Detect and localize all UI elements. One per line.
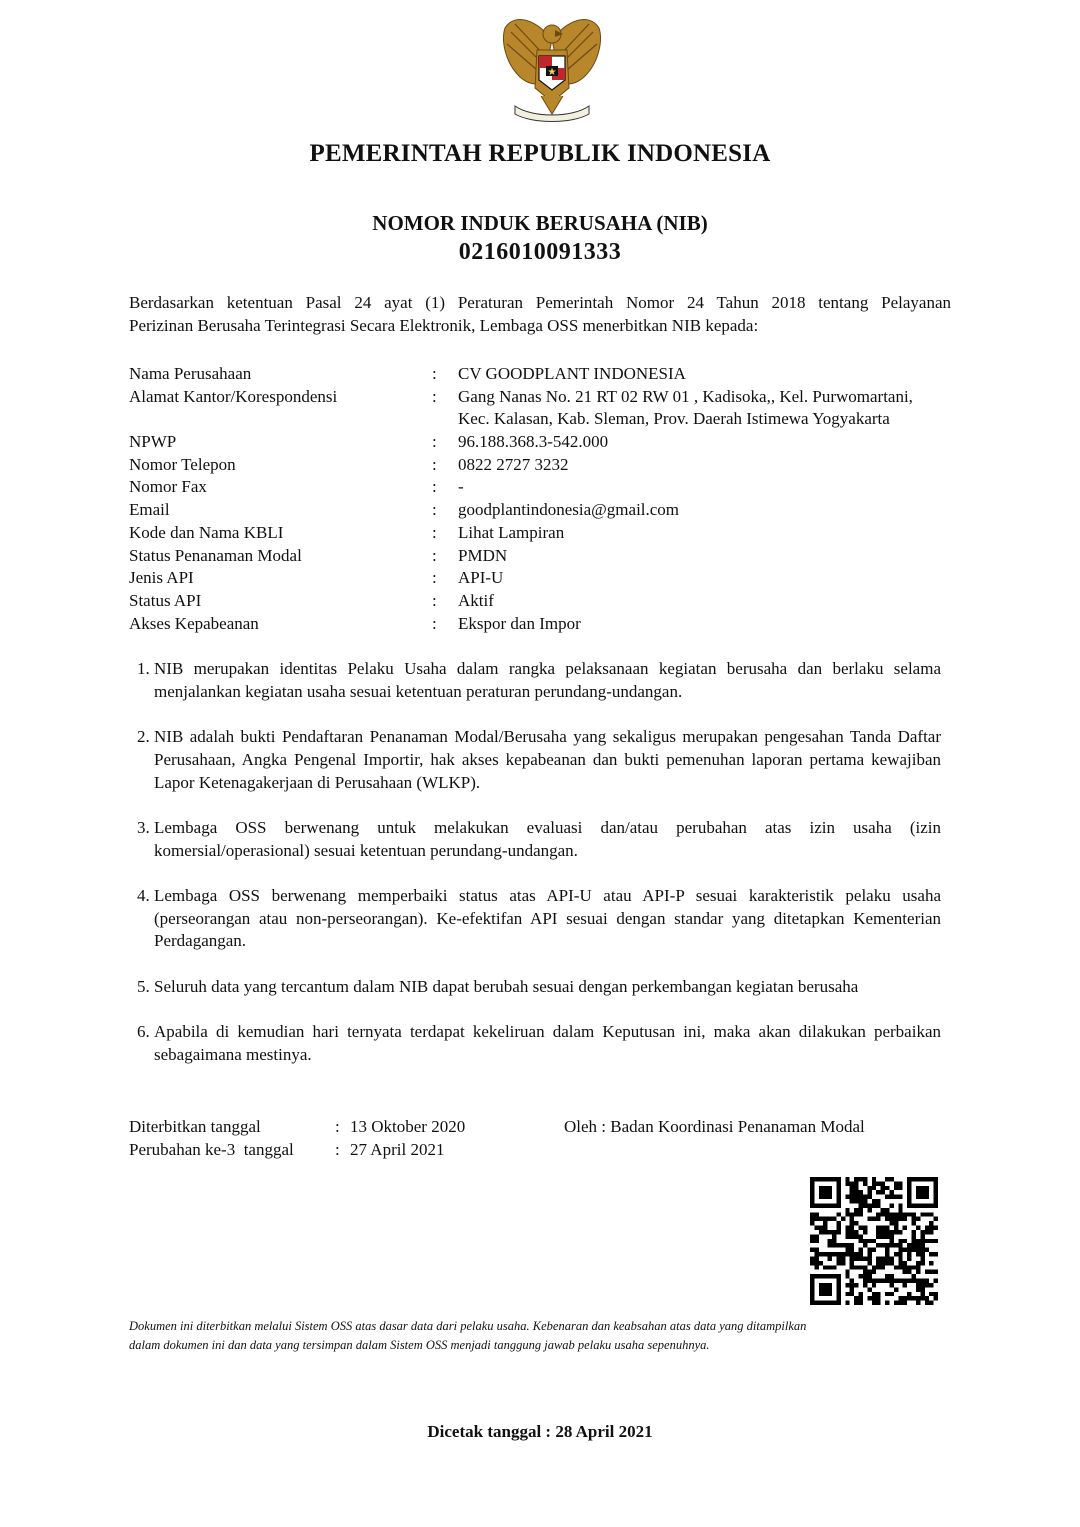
changed-date: 27 April 2021 (350, 1139, 445, 1159)
note-number: 3. (137, 817, 150, 837)
field-separator: : (432, 545, 437, 565)
field-label: NPWP (129, 432, 177, 452)
note-number: 1. (137, 659, 150, 678)
field-row-phone (129, 454, 959, 477)
note-text: Lembaga OSS berwenang untuk melakukan evaluasi dan/atau perubahan atas izin usaha (izin komersial/operasional) sesuai ketentuan perundang-undangan. (154, 817, 941, 860)
note-item (129, 726, 941, 794)
field-separator: : (432, 613, 437, 633)
note-text: NIB merupakan identitas Pelaku Usaha dalam rangka pelaksanaan kegiatan berusaha dan berlaku selama menjalankan kegiatan usaha sesuai ketentuan peraturan perundang-undangan. (154, 659, 941, 701)
disclaimer-line-1: Dokumen ini diterbitkan melalui Sistem OSS atas dasar data dari pelaku usaha. Kebenaran dan keabsahan atas data yang ditampilkan (129, 1319, 807, 1333)
field-separator: : (432, 522, 437, 542)
nib-number: 0216010091333 (458, 239, 622, 265)
address-line-1: Gang Nanas No. 21 RT 02 RW 01 , Kadisoka,, Kel. Purwomartani, (458, 386, 913, 406)
field-label: Akses Kepabeanan (129, 613, 259, 633)
field-row-kbli (129, 522, 959, 545)
field-separator: : (432, 364, 437, 383)
issuance-block (129, 1116, 949, 1166)
intro-line-1: Berdasarkan ketentuan Pasal 24 ayat (1) Peraturan Pemerintah Nomor 24 Tahun 2018 tentang Pelayanan (129, 293, 951, 312)
field-separator: : (432, 454, 437, 474)
intro-line-2: Perizinan Berusaha Terintegrasi Secara Elektronik, Lembaga OSS menerbitkan NIB kepada: (129, 316, 759, 335)
note-item (129, 817, 941, 862)
disclaimer (129, 1317, 929, 1355)
field-label: Nama Perusahaan (129, 364, 252, 383)
field-value: Ekspor dan Impor (458, 613, 581, 633)
field-row-api-status (129, 590, 959, 613)
changed-label: Perubahan ke-3 tanggal (129, 1139, 294, 1159)
issued-by: Oleh : Badan Koordinasi Penanaman Modal (564, 1117, 865, 1136)
field-label: Jenis API (129, 568, 194, 588)
note-text: NIB adalah bukti Pendaftaran Penanaman Modal/Berusaha yang sekaligus merupakan pengesahan Tanda Daftar Perusahaan, Angka Pengenal Importir, hak akses kepabeanan dan bukti pemenuhan laporan pertama kewajiban Lapor Ketenagakerjaan di Perusahaan (WLKP). (154, 727, 941, 792)
field-label: Nomor Telepon (129, 454, 236, 474)
field-separator: : (432, 590, 437, 610)
field-value: API-U (458, 568, 504, 588)
field-label: Status Penanaman Modal (129, 545, 302, 565)
field-label: Email (129, 500, 170, 520)
field-value: 0822 2727 3232 (458, 454, 569, 474)
note-item (129, 885, 941, 953)
note-number: 6. (137, 1022, 150, 1042)
company-fields (129, 363, 959, 635)
note-number: 2. (137, 727, 150, 747)
field-value: Lihat Lampiran (458, 522, 565, 542)
field-value: Aktif (458, 590, 494, 610)
field-separator: : (432, 432, 437, 452)
garuda-emblem-icon (497, 10, 607, 126)
field-separator: : (432, 568, 437, 588)
address-line-2: Kec. Kalasan, Kab. Sleman, Prov. Daerah Istimewa Yogyakarta (458, 409, 890, 429)
qr-code-icon (810, 1177, 938, 1305)
disclaimer-line-2: dalam dokumen ini dan data yang tersimpan dalam Sistem OSS menjadi tanggung jawab pelaku usaha sepenuhnya. (129, 1338, 710, 1352)
field-row-address (129, 386, 959, 431)
note-text: Apabila di kemudian hari ternyata terdapat kekeliruan dalam Keputusan ini, maka akan dilakukan perbaikan sebagaimana mestinya. (154, 1022, 941, 1064)
field-value: PMDN (458, 545, 508, 565)
printed-date: Dicetak tanggal : 28 April 2021 (427, 1422, 653, 1441)
field-label: Nomor Fax (129, 477, 207, 497)
field-row-investment-status (129, 545, 959, 568)
issued-label: Diterbitkan tanggal (129, 1117, 261, 1136)
field-row-company-name (129, 363, 959, 386)
field-row-npwp (129, 431, 959, 454)
field-value (458, 386, 958, 431)
field-row-fax (129, 476, 959, 499)
intro-paragraph (129, 291, 951, 337)
notes-list (129, 658, 941, 1089)
field-separator: : (432, 500, 437, 520)
field-separator: : (335, 1117, 340, 1136)
field-value: 96.188.368.3-542.000 (458, 432, 609, 452)
document-title: NOMOR INDUK BERUSAHA (NIB) (372, 211, 708, 235)
government-title: PEMERINTAH REPUBLIK INDONESIA (309, 140, 771, 167)
field-value: CV GOODPLANT INDONESIA (458, 364, 686, 383)
note-item (129, 658, 941, 703)
field-row-customs-access (129, 613, 959, 636)
field-row-api-type (129, 567, 959, 590)
note-number: 5. (137, 976, 150, 996)
field-label: Kode dan Nama KBLI (129, 522, 284, 542)
field-value: - (458, 477, 464, 497)
note-item (129, 1021, 941, 1066)
note-number: 4. (137, 885, 150, 905)
field-separator: : (432, 386, 437, 406)
note-item (129, 976, 941, 999)
field-separator: : (335, 1139, 340, 1159)
field-label: Alamat Kantor/Korespondensi (129, 386, 338, 406)
field-separator: : (432, 477, 437, 497)
issued-date: 13 Oktober 2020 (350, 1117, 466, 1136)
note-text: Lembaga OSS berwenang memperbaiki status atas API-U atau API-P sesuai karakteristik pelaku usaha (perseorangan atau non-perseorangan). Ke-efektifan API sesuai dengan standar yang ditetapkan Kementerian Perdagangan. (154, 885, 941, 951)
note-text: Seluruh data yang tercantum dalam NIB dapat berubah sesuai dengan perkembangan kegiatan berusaha (154, 976, 859, 996)
field-label: Status API (129, 590, 202, 610)
field-value: goodplantindonesia@gmail.com (458, 500, 680, 520)
field-row-email (129, 499, 959, 522)
